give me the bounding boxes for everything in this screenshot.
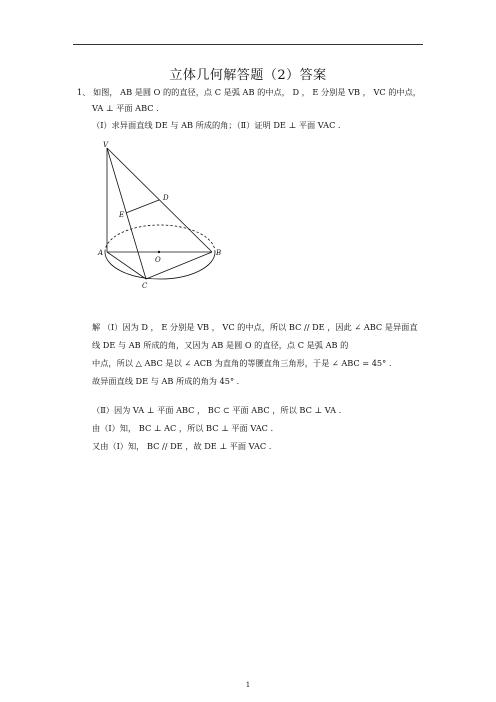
label-B: B (216, 249, 222, 257)
solution-line-6: 由（Ⅰ）知， BC ⊥ AC ，所以 BC ⊥ 平面 VAC . (92, 423, 274, 433)
center-point-O (158, 251, 160, 253)
label-C: C (142, 282, 148, 290)
label-V: V (103, 141, 109, 149)
header-rule (73, 44, 423, 45)
solution-line-5: （Ⅱ）因为 VA ⊥ 平面 ABC ， BC ⊂ 平面 ABC ，所以 BC ⊥ VA . (92, 405, 342, 415)
page-number: 1 (245, 681, 251, 689)
solution-line-3: 中点，所以 △ ABC 是以 ∠ ACB 为直角的等腰直角三角形，于是 ∠ ABC = 45° . (92, 358, 392, 368)
problem-line-3: （Ⅰ）求异面直线 DE 与 AB 所成的角；（Ⅱ）证明 DE ⊥ 平面 VAC . (92, 120, 341, 130)
page-title: 立体几何解答题（2）答案 (169, 68, 327, 83)
label-D: D (163, 194, 169, 202)
label-E: E (119, 211, 125, 219)
problem-line-2: VA ⊥ 平面 ABC . (92, 103, 159, 113)
geometry-figure (92, 138, 227, 293)
solution-line-1: 解 （Ⅰ）因为 D ， E 分别是 VB ， VC 的中点，所以 BC // DE ，因此 ∠ ABC 是异面直 (92, 322, 418, 332)
segment-DE (126, 200, 159, 213)
label-O: O (155, 256, 161, 264)
edge-AC (107, 252, 146, 279)
solution-line-7: 又由（Ⅰ）知， BC // DE ，故 DE ⊥ 平面 VAC . (92, 441, 272, 451)
solution-line-4: 故异面直线 DE 与 AB 所成的角为 45° . (92, 376, 240, 386)
label-A: A (98, 249, 104, 257)
problem-line-1: 1、 如图， AB 是圆 O 的的直径，点 C 是弧 AB 的中点， D ， E 分别是 VB ， VC 的中点， (77, 87, 421, 97)
solution-line-2: 线 DE 与 AB 所成的角，又因为 AB 是圆 O 的直径，点 C 是弧 AB 的 (92, 340, 349, 350)
